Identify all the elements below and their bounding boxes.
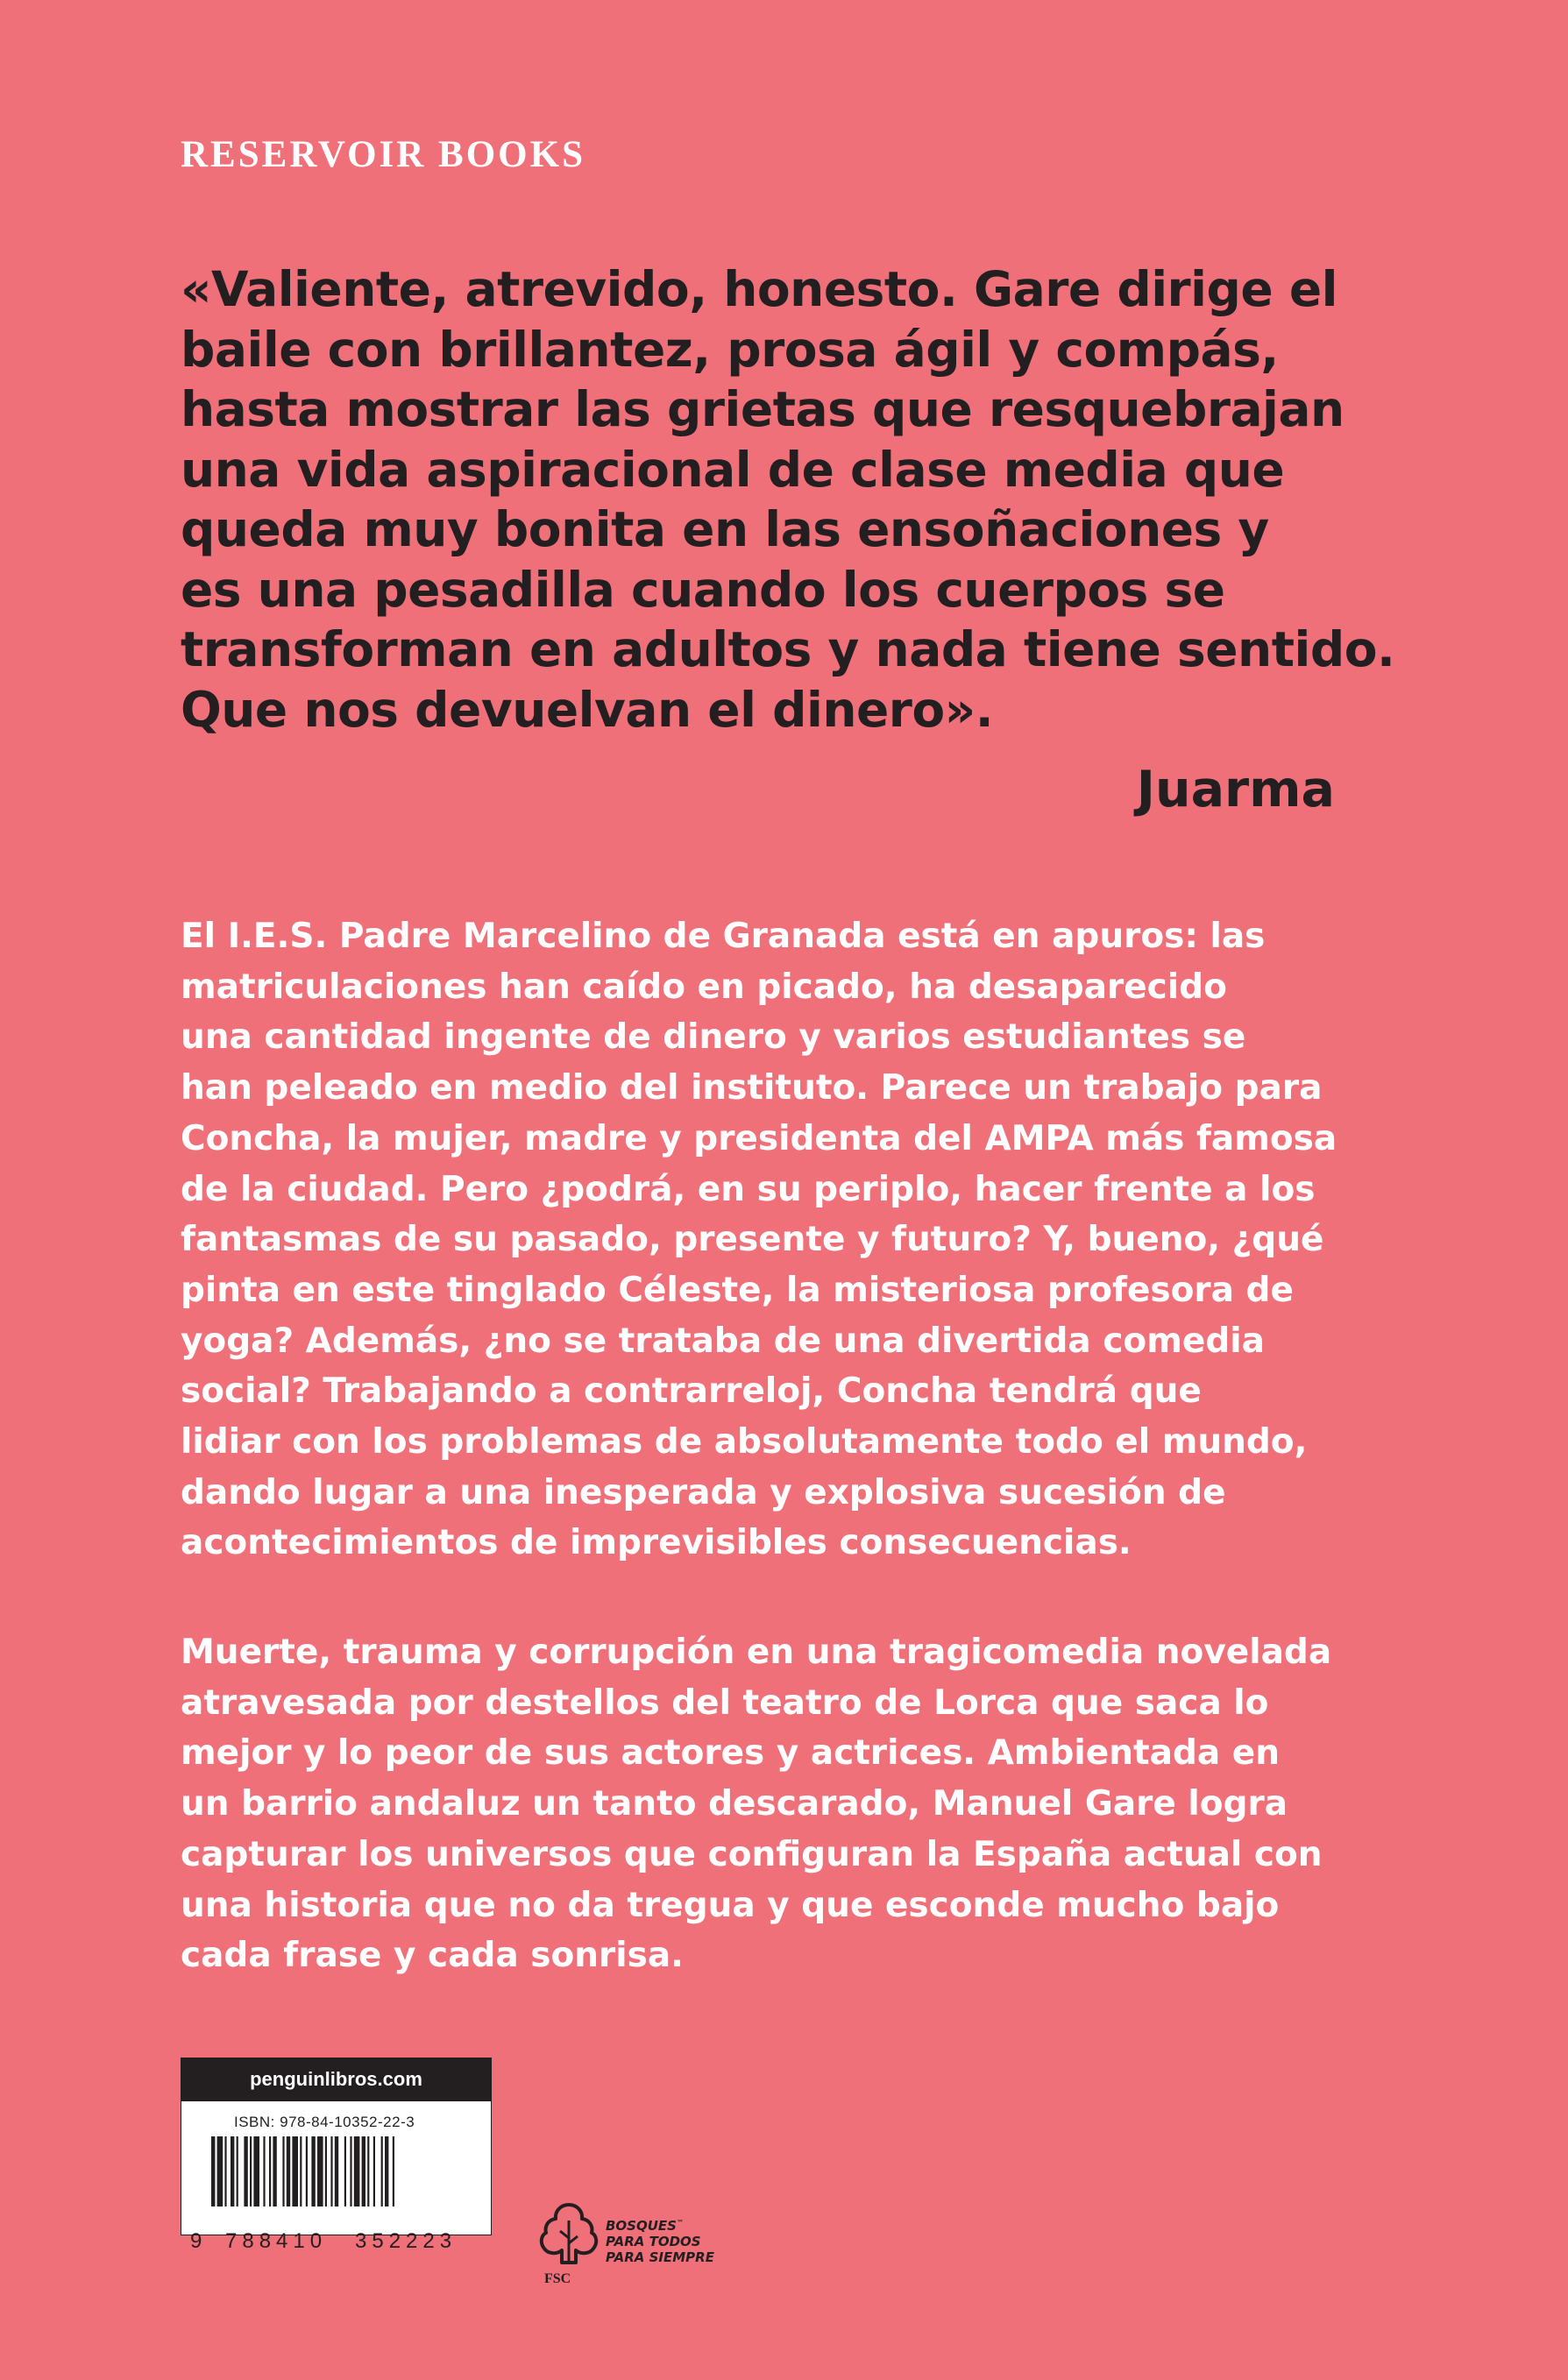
synopsis-line: fantasmas de su pasado, presente y futuro? Y, bueno, ¿qué bbox=[181, 1220, 1324, 1260]
synopsis-line: han peleado en medio del instituto. Parece un trabajo para bbox=[181, 1068, 1323, 1109]
quote-line: transforman en adultos y nada tiene sentido. bbox=[181, 621, 1395, 677]
synopsis-line: cada frase y cada sonrisa. bbox=[181, 1936, 684, 1976]
synopsis-line: pinta en este tinglado Céleste, la misteriosa profesora de bbox=[181, 1270, 1294, 1310]
quote-line: Que nos devuelvan el dinero». bbox=[181, 681, 994, 738]
synopsis-line: un barrio andaluz un tanto descarado, Manuel Gare logra bbox=[181, 1784, 1288, 1824]
synopsis-line: una cantidad ingente de dinero y varios estudiantes se bbox=[181, 1017, 1246, 1058]
barcode-icon bbox=[208, 2136, 471, 2206]
blurb-quote bbox=[181, 259, 1425, 740]
synopsis-line: Concha, la mujer, madre y presidenta del AMPA más famosa bbox=[181, 1118, 1337, 1158]
fsc-logo bbox=[537, 2199, 756, 2305]
fsc-label: FSC bbox=[544, 2271, 571, 2286]
quote-line: es una pesadilla cuando los cuerpos se bbox=[181, 561, 1225, 618]
barcode-digit-group-2: 352223 bbox=[355, 2229, 458, 2253]
barcode-block bbox=[181, 2058, 492, 2253]
fsc-slogan-line-2: PARA TODOS bbox=[606, 2234, 701, 2249]
synopsis-line: acontecimientos de imprevisibles consecuencias. bbox=[181, 1523, 1132, 1563]
quote-line: una vida aspiracional de clase media que bbox=[181, 441, 1285, 498]
barcode-digit-group-1: 788410 bbox=[225, 2229, 328, 2253]
synopsis-line: lidiar con los problemas de absolutamente todo el mundo, bbox=[181, 1422, 1308, 1463]
quote-line: queda muy bonita en las ensoñaciones y bbox=[181, 501, 1269, 557]
quote-line: hasta mostrar las grietas que resquebrajan bbox=[181, 381, 1345, 437]
fsc-tree-icon bbox=[537, 2199, 600, 2271]
fsc-slogan bbox=[606, 2215, 714, 2265]
synopsis-line: yoga? Además, ¿no se trataba de una divertida comedia bbox=[181, 1321, 1265, 1361]
synopsis-line: Muerte, trauma y corrupción en una tragicomedia novelada bbox=[181, 1633, 1332, 1672]
synopsis-line: atravesada por destellos del teatro de Lorca que saca lo bbox=[181, 1682, 1269, 1723]
fsc-slogan-line-3: PARA SIEMPRE bbox=[606, 2249, 714, 2265]
synopsis-paragraph-2 bbox=[181, 1627, 1408, 1981]
synopsis-line: El I.E.S. Padre Marcelino de Granada está en apuros: las bbox=[181, 917, 1266, 956]
synopsis-paragraph-1 bbox=[181, 911, 1408, 1569]
barcode-box bbox=[181, 2101, 492, 2253]
synopsis-line: capturar los universos que configuran la España actual con bbox=[181, 1834, 1323, 1874]
synopsis-line: mejor y lo peor de sus actores y actrices. Ambientada en bbox=[181, 1733, 1280, 1774]
publisher-logo: RESERVOIR BOOKS bbox=[181, 134, 585, 175]
barcode-digit-first: 9 bbox=[190, 2229, 202, 2253]
quote-line: baile con brillantez, prosa ágil y compás, bbox=[181, 321, 1279, 378]
synopsis-line: social? Trabajando a contrarreloj, Concha tendrá que bbox=[181, 1371, 1202, 1412]
website-label[interactable]: penguinlibros.com bbox=[181, 2058, 492, 2101]
quote-attribution: Juarma bbox=[1136, 761, 1335, 818]
synopsis-line: dando lugar a una inesperada y explosiva sucesión de bbox=[181, 1472, 1226, 1512]
fsc-slogan-line-1: BOSQUES™ bbox=[606, 2218, 684, 2234]
synopsis-line: de la ciudad. Pero ¿podrá, en su periplo, hacer frente a los bbox=[181, 1169, 1316, 1209]
synopsis-line: matriculaciones han caído en picado, ha desaparecido bbox=[181, 967, 1227, 1007]
synopsis-line: una historia que no da tregua y que esconde mucho bajo bbox=[181, 1885, 1280, 1925]
quote-line: «Valiente, atrevido, honesto. Gare dirige el bbox=[181, 261, 1337, 317]
isbn-label: ISBN: 978-84-10352-22-3 bbox=[234, 2114, 415, 2130]
